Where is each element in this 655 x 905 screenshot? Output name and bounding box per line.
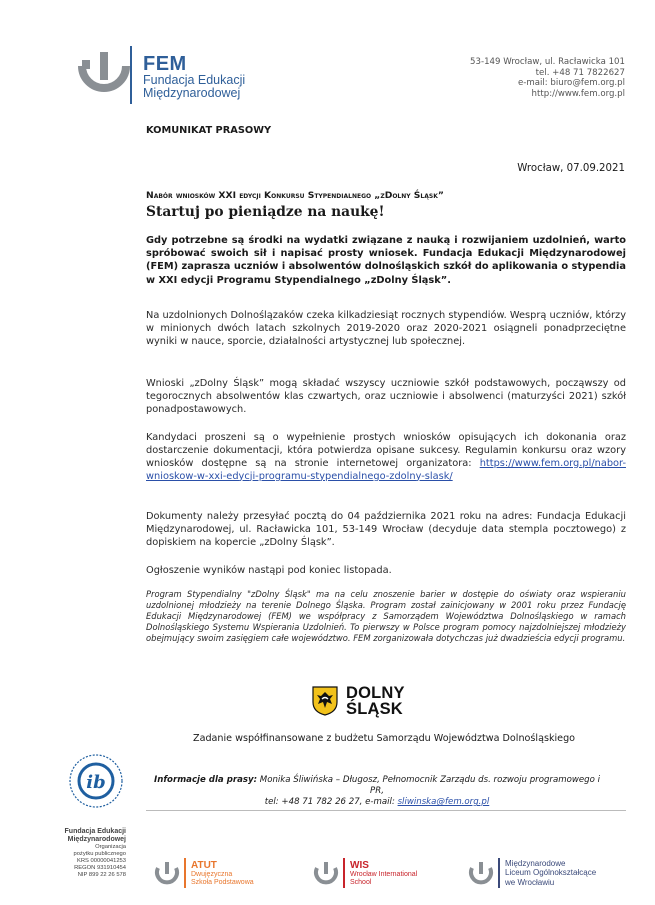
atut-line2: Szkoła Podstawowa xyxy=(191,878,254,886)
dolny-slask-line2: ŚLĄSK xyxy=(346,700,403,718)
dolny-slask-logo xyxy=(312,685,405,717)
brand-name: FEM xyxy=(143,53,187,75)
mlo-bar xyxy=(498,858,500,888)
atut-line1: Dwujęzyczna xyxy=(191,870,233,878)
document-date: Wrocław, 07.09.2021 xyxy=(517,163,625,174)
lead-paragraph: Gdy potrzebne są środki na wydatki związane z nauką i rozwijaniem uzdolnień, warto spróbować swoich sił i napisać prosty wniosek. Fundacja Edukacji Międzynarodowej (FEM) zaprasza uczniów i absolwentów dolnośląskich szkół do aplikowania o stypendia w XXI edycji Programu Stypendialnego „zDolny Śląsk”. xyxy=(146,235,626,286)
paragraph-3-text: Kandydaci proszeni są o wypełnienie prostych wniosków opisujących ich dokonania oraz dostarczenie dokumentacji, która potwierdza opisane sukcesy. Regulamin konkursu oraz wzory wniosków dostępne są na stronie internetowej organizatora: xyxy=(146,432,626,469)
footer-divider xyxy=(146,810,626,811)
mlo-line1: Międzynarodowe xyxy=(505,858,566,868)
atut-name: ATUT xyxy=(191,859,217,871)
paragraph-2: Wnioski „zDolny Śląsk” mogą składać wszyscy uczniowie szkół podstawowych, począwszy od tegorocznych absolwentów klas czwartych, oraz uczniowie i absolwenci (maturzyści 2021) szkół ponadpostawowych. xyxy=(146,378,626,415)
wis-line1: Wrocław International xyxy=(350,870,418,878)
press-contact-line1 xyxy=(146,775,608,797)
footer-org-details xyxy=(44,828,126,879)
atut-text xyxy=(191,860,254,887)
wis-name: WIS xyxy=(350,859,369,871)
paragraph-1: Na uzdolnionych Dolnoślązaków czeka kilkadziesiąt rocznych stypendiów. Wesprą uczniów, którzy w minionych dwóch latach szkolnych 2019-2020 oraz 2020-2021 osiągneli ponadprzeciętne wyniki w nauce, sporcie, działalności artystycznej lub społecznej. xyxy=(146,310,626,347)
press-contact-line2 xyxy=(146,797,608,808)
footer-org-type2: pożytku publicznego xyxy=(73,851,126,857)
paragraph-3 xyxy=(146,432,626,484)
address-email[interactable]: e-mail: biuro@fem.org.pl xyxy=(518,78,625,89)
dolny-slask-crest-icon xyxy=(312,686,338,716)
press-person: Monika Śliwińska – Długosz, Pełnomocnik Zarządu ds. rozwoju programowego i PR, xyxy=(259,775,600,796)
press-contact xyxy=(146,775,608,808)
address-website[interactable]: http://www.fem.org.pl xyxy=(531,88,625,99)
wis-line2: School xyxy=(350,878,372,886)
address-phone: tel. +48 71 7822627 xyxy=(535,67,625,78)
ib-world-school-seal-icon xyxy=(68,753,124,809)
dolny-slask-wordmark xyxy=(346,685,405,717)
mlo-line3: we Wrocławiu xyxy=(505,877,555,887)
fem-logo-icon xyxy=(74,48,134,106)
about-program: Program Stypendialny "zDolny Śląsk" ma na celu znoszenie barier w dostępie do oświaty oraz wspieraniu uzdolnionej młodzieży na terenie Dolnego Śląska. Program został zainicjowany w 2001 roku przez Fundację Edukacji Międzynarodowej (FEM) we współpracy z Samorządem Województwa Dolnośląskiego w ramach Dolnośląskiego Systemu Wspierania Uzdolnień. To pierwszy w Polsce program pomocy najzdolniejszej młodzieży obejmujący swoim zasięgiem całe województwo. FEM zorganizowała dotychczas już dwadzieścia edycji programu. xyxy=(146,589,626,643)
press-email-link[interactable]: sliwinska@fem.org.pl xyxy=(397,797,490,807)
footer-regon: REGON 931910454 xyxy=(74,865,126,871)
paragraph-4: Dokumenty należy przesyłać pocztą do 04 października 2021 roku na adres: Fundacja Edukacji Międzynarodowej, ul. Racławicka 101, 53-149 Wrocław (decyduje data stempla pocztowego) z dopiskiem na kopercie „zDolny Śląsk”. xyxy=(146,511,626,548)
paragraph-5: Ogłoszenie wyników nastąpi pod koniec listopada. xyxy=(146,565,392,576)
atut-mark-icon xyxy=(154,860,180,886)
fem-brand xyxy=(143,54,245,100)
dolny-slask-line1: DOLNY xyxy=(346,684,405,702)
address-street: 53-149 Wrocław, ul. Racławicka 101 xyxy=(470,57,625,67)
wis-text xyxy=(350,860,417,887)
atut-logo xyxy=(154,858,254,888)
regulations-link[interactable]: https://www.fem.org.pl/nabor-wnioskow-w-xxi-edycji-programu-stypendialnego-zdolny-slask/ xyxy=(146,457,626,482)
atut-bar xyxy=(184,858,186,888)
brand-line1: Fundacja Edukacji xyxy=(143,73,246,87)
document-label: KOMUNIKAT PRASOWY xyxy=(146,125,272,136)
mlo-line2: Liceum Ogólnokształcące xyxy=(505,868,597,878)
funding-caption: Zadanie współfinansowane z budżetu Samorządu Województwa Dolnośląskiego xyxy=(193,733,576,744)
footer-nip: NIP 899 22 26 578 xyxy=(77,872,126,878)
svg-text:ib: ib xyxy=(86,772,106,793)
wis-logo xyxy=(313,858,417,888)
wis-bar xyxy=(343,858,345,888)
document-subheading: Nabór wniosków XXI edycji Konkursu Stypendialnego „zDolny Śląsk” xyxy=(146,190,444,201)
document-title: Startuj po pieniądze na naukę! xyxy=(146,204,385,220)
fem-logo-divider xyxy=(130,46,132,104)
press-phone: tel: +48 71 782 26 27, e-mail: xyxy=(264,797,395,807)
press-label: Informacje dla prasy: xyxy=(154,775,258,785)
brand-line2: Międzynarodowej xyxy=(143,86,241,100)
footer-krs: KRS 00000041253 xyxy=(77,858,126,864)
mlo-logo xyxy=(468,858,596,888)
footer-org-type1: Organizacja xyxy=(95,844,126,850)
header-address xyxy=(470,57,625,99)
footer-org-title1: Fundacja Edukacji xyxy=(64,828,126,835)
footer-org-title2: Międzynarodowej xyxy=(67,836,126,843)
mlo-mark-icon xyxy=(468,860,494,886)
wis-mark-icon xyxy=(313,860,339,886)
mlo-text xyxy=(505,859,596,888)
